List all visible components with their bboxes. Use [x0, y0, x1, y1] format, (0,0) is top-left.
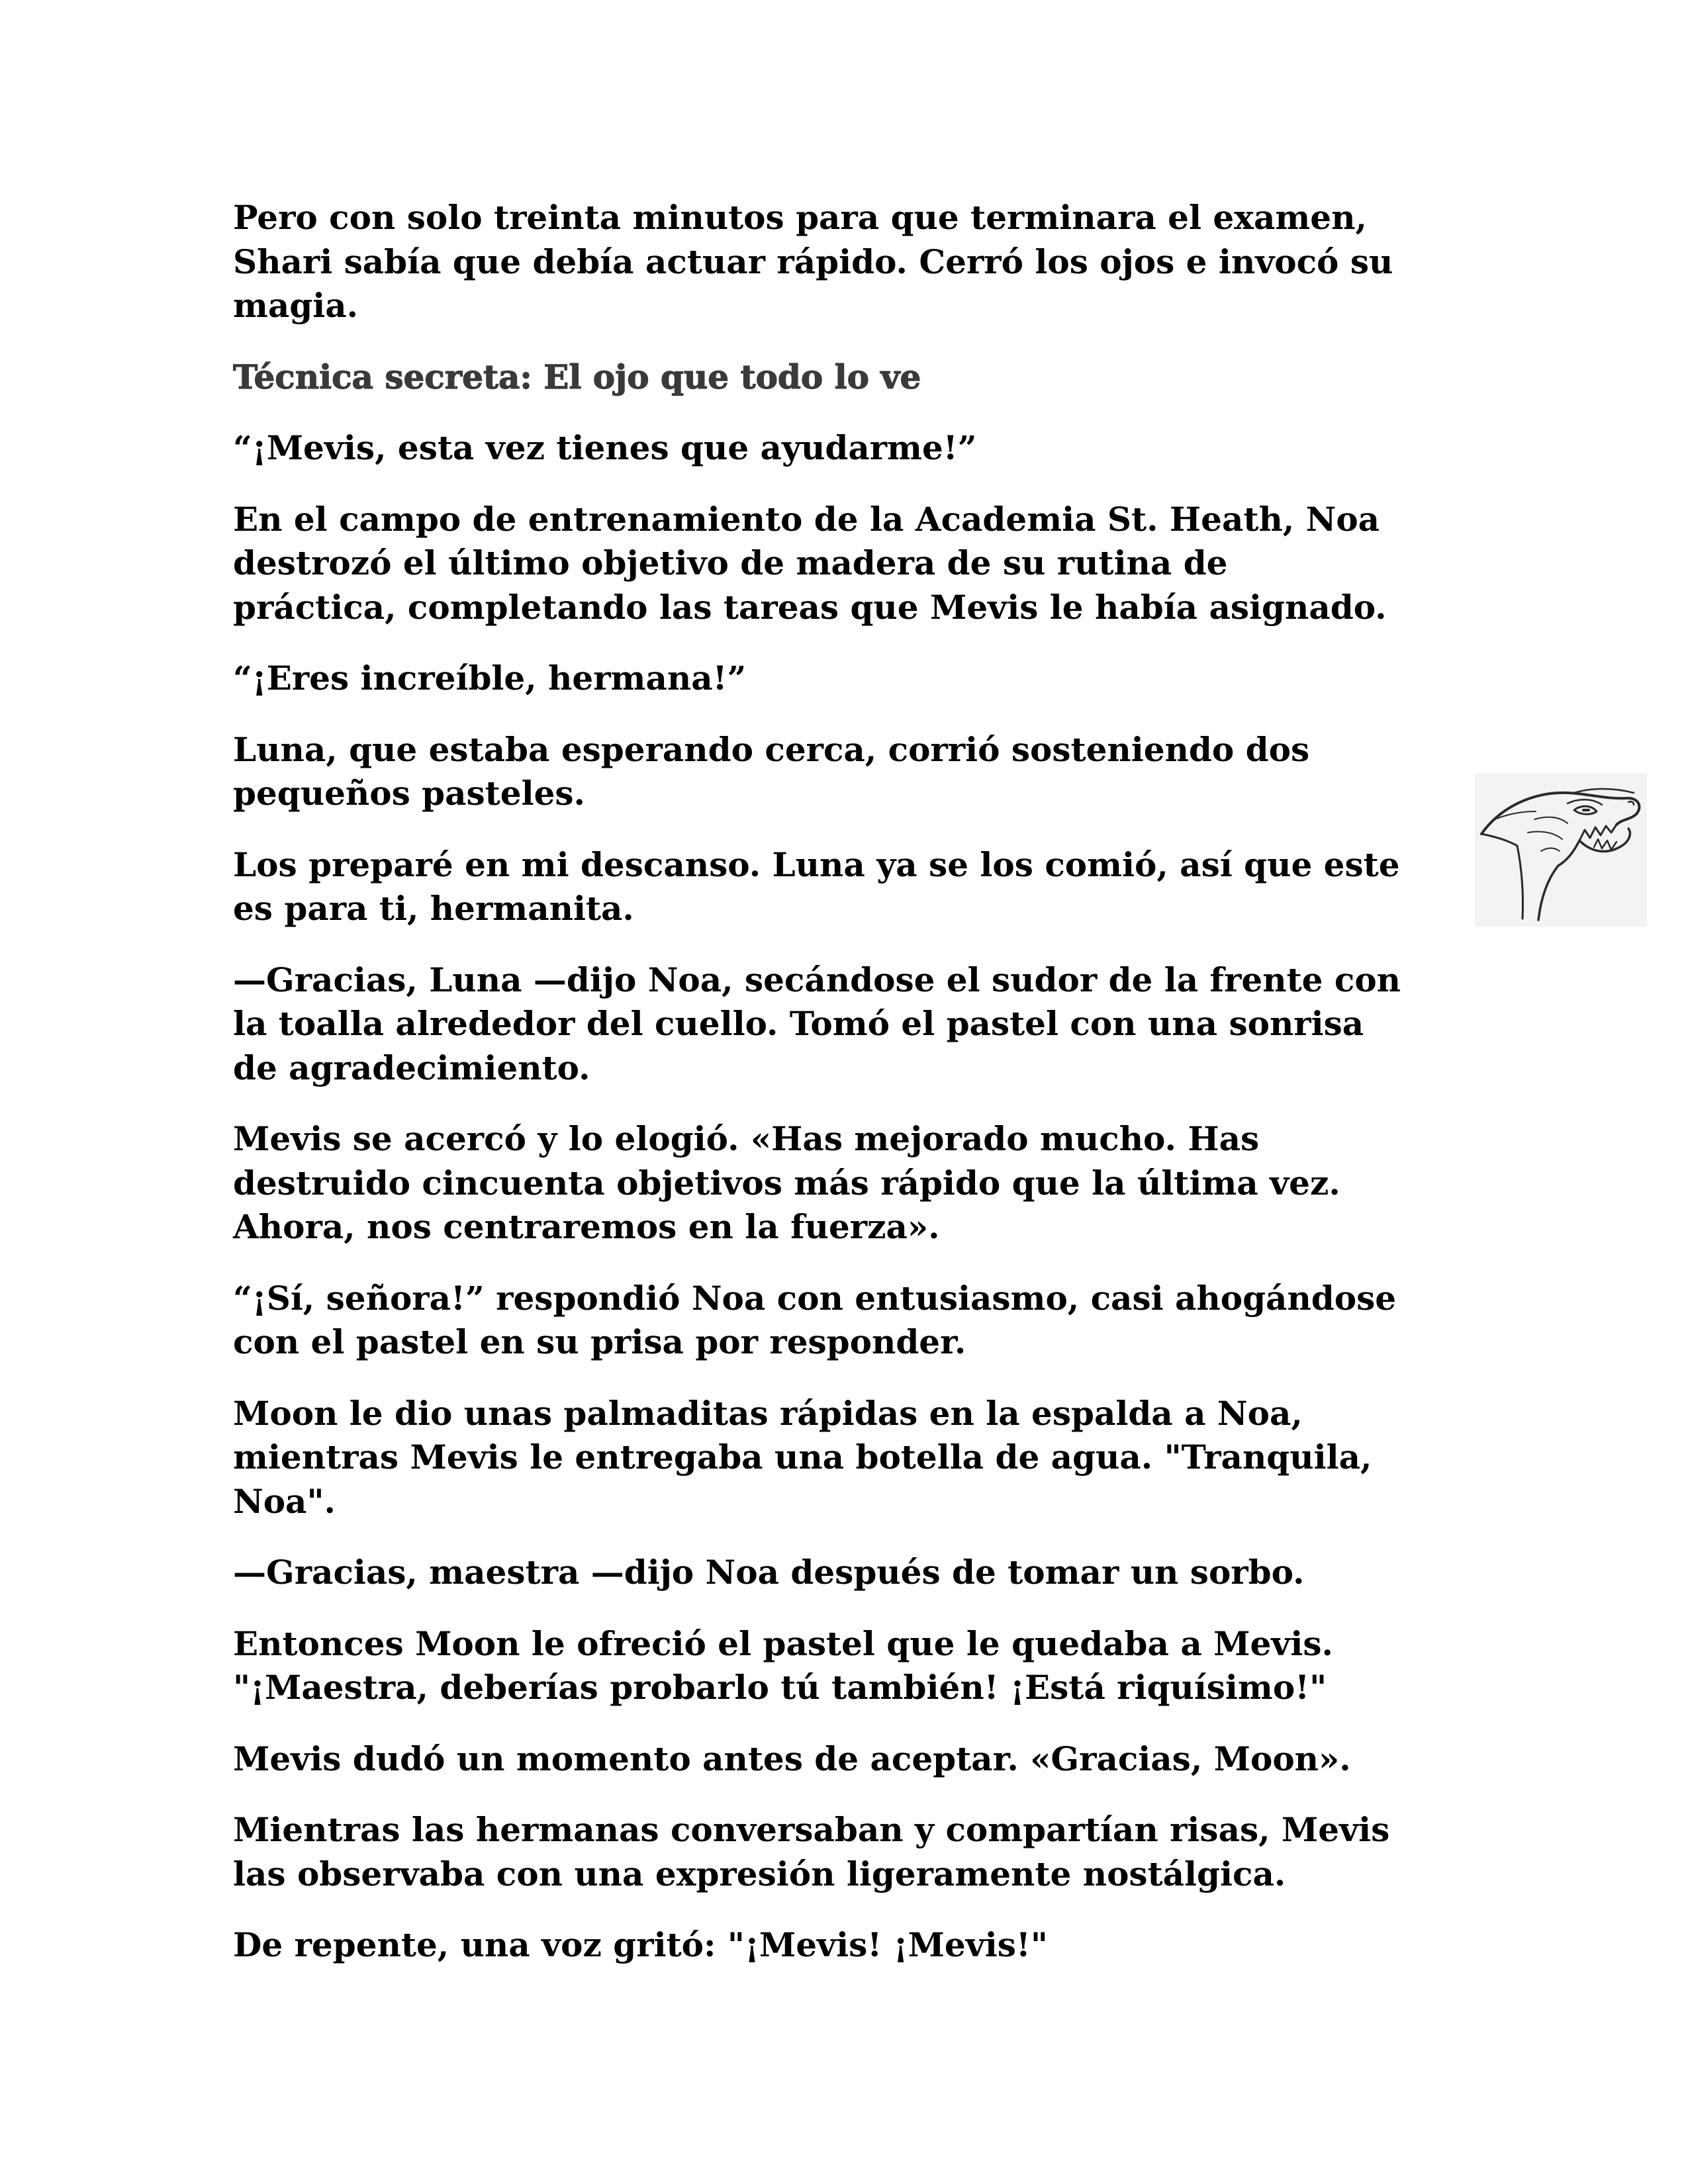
paragraph-16: De repente, una voz gritó: "¡Mevis! ¡Mevis!": [233, 1925, 1048, 1964]
document-body: [233, 196, 1458, 1995]
paragraph-14: Mevis dudó un momento antes de aceptar. «Gracias, Moon».: [233, 1739, 1351, 1778]
paragraph-4: En el campo de entrenamiento de la Academia St. Heath, Noa destrozó el último objetivo de madera de su rutina de práctica, completando las tareas que Mevis le había asignado.: [233, 499, 1387, 627]
paragraph-11: Moon le dio unas palmaditas rápidas en la espalda a Noa, mientras Mevis le entregaba una botella de agua. "Tranquila, Noa".: [233, 1393, 1372, 1521]
paragraph-8: —Gracias, Luna —dijo Noa, secándose el sudor de la frente con la toalla alrededor del cuello. Tomó el pastel con una sonrisa de agradecimiento.: [233, 960, 1401, 1087]
paragraph-5: “¡Eres increíble, hermana!”: [233, 659, 747, 698]
paragraph-10: “¡Sí, señora!” respondió Noa con entusiasmo, casi ahogándose con el pastel en su prisa por responder.: [233, 1278, 1397, 1361]
paragraph-7: Los preparé en mi descanso. Luna ya se los comió, así que este es para ti, hermanita.: [233, 844, 1400, 928]
section-heading: Técnica secreta: El ojo que todo lo ve: [233, 357, 921, 396]
paragraph-12: —Gracias, maestra —dijo Noa después de tomar un sorbo.: [233, 1553, 1305, 1592]
paragraph-15: Mientras las hermanas conversaban y compartían risas, Mevis las observaba con una expresión ligeramente nostálgica.: [233, 1810, 1390, 1893]
paragraph-1: Pero con solo treinta minutos para que terminara el examen, Shari sabía que debía actuar rápido. Cerró los ojos e invocó su magia.: [233, 198, 1393, 325]
paragraph-3: “¡Mevis, esta vez tienes que ayudarme!”: [233, 428, 977, 467]
paragraph-6: Luna, que estaba esperando cerca, corrió sosteniendo dos pequeños pasteles.: [233, 729, 1310, 813]
paragraph-13: Entonces Moon le ofreció el pastel que le quedaba a Mevis. "¡Maestra, deberías probarlo tú también! ¡Está riquísimo!": [233, 1623, 1333, 1707]
dinosaur-head-sketch-icon: [1475, 773, 1647, 927]
paragraph-9: Mevis se acercó y lo elogió. «Has mejorado mucho. Has destruido cincuenta objetivos más rápido que la última vez. Ahora, nos centraremos en la fuerza».: [233, 1119, 1340, 1246]
